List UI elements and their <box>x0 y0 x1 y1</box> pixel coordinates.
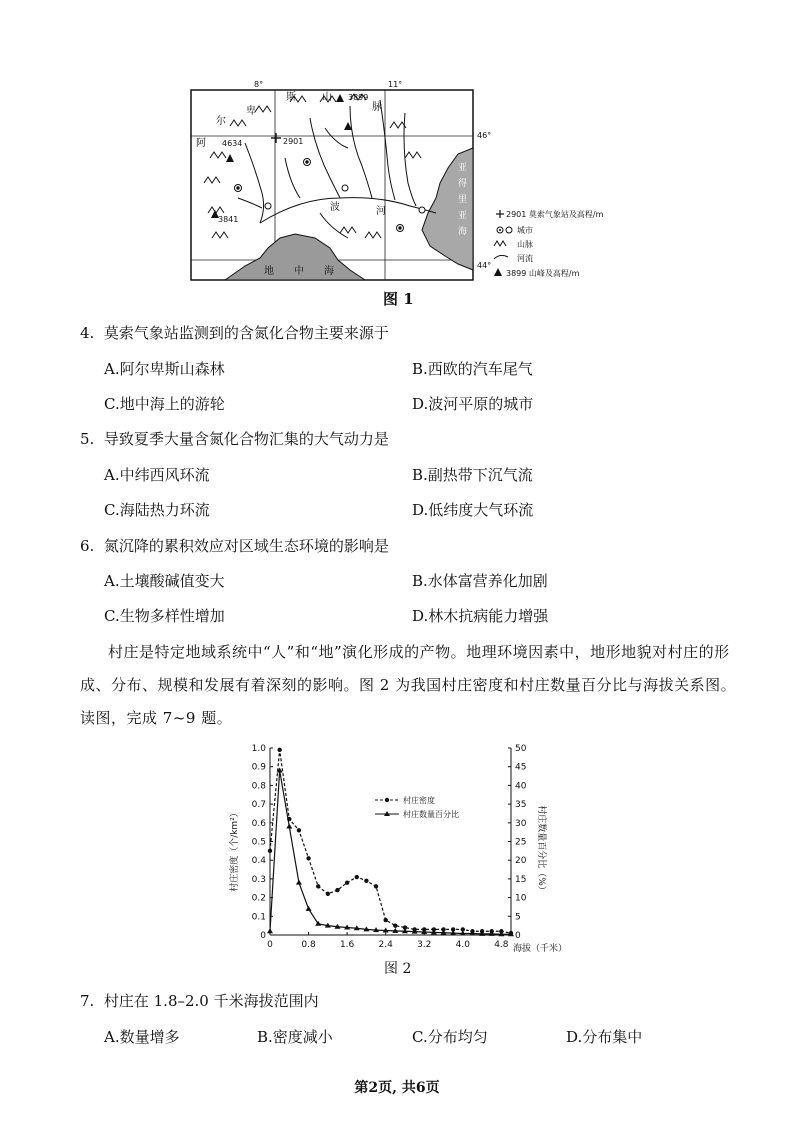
legend-label-river: 河流 <box>517 254 533 263</box>
lat-label-46: 46° <box>477 131 492 140</box>
x-tick-label: 1.6 <box>339 940 355 950</box>
point-density <box>374 884 378 888</box>
x-axis-label: 海拔（千米） <box>513 944 568 954</box>
y-left-tick-label: 0.4 <box>251 856 266 867</box>
adriatic-char-2: 里 <box>458 195 468 205</box>
question-text: 村庄在 1.8–2.0 千米海拔范围内 <box>103 992 319 1010</box>
x-tick-label: 0.8 <box>301 940 316 950</box>
adriatic-char-3: 亚 <box>458 211 468 221</box>
y-right-tick-label: 50 <box>515 744 527 754</box>
point-density <box>383 918 387 922</box>
question-number: 5. <box>80 430 95 448</box>
plain-char-1: 河 <box>376 206 386 217</box>
y-left-tick-label: 0.8 <box>251 781 266 792</box>
point-density <box>306 856 310 860</box>
q5-option-d[interactable]: D.低纬度大气环流 <box>412 501 534 519</box>
figure1-caption: 图 1 <box>383 290 414 308</box>
q4-option-c[interactable]: C.地中海上的游轮 <box>104 395 225 413</box>
question-7-stem <box>80 990 319 1011</box>
figure2-chart <box>225 740 585 958</box>
point-density <box>364 879 368 883</box>
figure2-caption: 图 2 <box>384 961 412 977</box>
series-line-density <box>270 750 511 933</box>
question-number: 4. <box>80 324 95 342</box>
question-text: 氮沉降的累积效应对区域生态环境的影响是 <box>103 537 389 555</box>
q6-option-c[interactable]: C.生物多样性增加 <box>104 607 225 625</box>
point-density <box>297 828 301 832</box>
point-density <box>277 748 281 752</box>
map-legend <box>494 209 604 278</box>
y-right-tick-label: 20 <box>515 856 527 867</box>
question-6-stem <box>80 535 389 556</box>
y-right-tick-label: 45 <box>515 762 527 773</box>
adriatic-char-4: 海 <box>458 227 468 237</box>
adriatic-char-1: 得 <box>458 179 468 189</box>
sea-char-2: 海 <box>324 266 334 277</box>
range-char-1: 尔 <box>216 116 226 127</box>
range-char-5: 脉 <box>372 102 382 113</box>
lat-label-44: 44° <box>477 261 492 270</box>
x-tick-label: 3.2 <box>417 940 432 950</box>
x-tick-label: 0 <box>267 940 273 950</box>
q5-option-c[interactable]: C.海陆热力环流 <box>104 501 210 519</box>
question-text: 莫索气象站监测到的含氮化合物主要来源于 <box>103 324 389 342</box>
y-left-tick-label: 0.2 <box>251 893 266 904</box>
x-tick-label: 2.4 <box>378 940 393 950</box>
y-right-tick-label: 25 <box>515 837 527 848</box>
y-right-tick-label: 0 <box>515 931 521 941</box>
point-density <box>316 884 320 888</box>
q4-option-b[interactable]: B.西欧的汽车尾气 <box>412 360 533 378</box>
question-number: 7. <box>80 992 95 1010</box>
y-left-tick-label: 0 <box>260 931 266 941</box>
adriatic-char-0: 亚 <box>458 163 468 173</box>
q7-option-a[interactable]: A.数量增多 <box>104 1028 180 1046</box>
point-density <box>393 923 397 927</box>
legend-label-percent: 村庄数量百分比 <box>403 810 459 819</box>
y-left-tick-label: 0.6 <box>251 818 266 829</box>
y-left-tick-label: 0.3 <box>251 874 266 885</box>
question-4-stem <box>80 322 389 343</box>
series-line-percent <box>270 770 511 934</box>
peak-3899: 3899 <box>348 93 369 102</box>
q4-option-a[interactable]: A.阿尔卑斯山森林 <box>104 360 225 378</box>
q5-option-a[interactable]: A.中纬西风环流 <box>104 466 210 484</box>
y-right-tick-label: 15 <box>515 874 527 885</box>
legend-label-city: 城市 <box>517 226 533 235</box>
point-percent <box>306 906 312 911</box>
question-number: 6. <box>80 537 95 555</box>
point-percent <box>286 824 292 829</box>
y-right-tick-label: 30 <box>515 818 527 829</box>
plain-char-0: 波 <box>330 202 340 213</box>
legend-label-density: 村庄密度 <box>403 796 435 805</box>
station-2901: 2901 <box>283 137 304 146</box>
q6-option-a[interactable]: A.土壤酸碱值变大 <box>104 572 225 590</box>
peak-4634: 4634 <box>222 139 243 148</box>
legend-marker-density <box>385 798 389 802</box>
q6-option-b[interactable]: B.水体富营养化加剧 <box>412 572 548 590</box>
y-left-tick-label: 1.0 <box>251 744 266 754</box>
y-left-tick-label: 0.5 <box>251 837 266 848</box>
x-tick-label: 4.0 <box>455 940 470 950</box>
y-axis-left-label: 村庄密度（个/km²） <box>230 808 240 892</box>
y-left-tick-label: 0.9 <box>251 762 266 773</box>
point-density <box>335 888 339 892</box>
q7-option-d[interactable]: D.分布集中 <box>566 1028 643 1046</box>
page-footer: 第2页, 共6页 <box>354 1080 440 1096</box>
point-percent <box>267 928 273 933</box>
y-right-tick-label: 40 <box>515 781 527 792</box>
range-char-4: 山 <box>322 92 332 103</box>
point-density <box>268 849 272 853</box>
q6-option-d[interactable]: D.林木抗病能力增强 <box>412 607 549 625</box>
passage-text: 村庄是特定地域系统中“人”和“地”演化形成的产物。地理环境因素中，地形地貌对村庄的形成、分布、规模和发展有着深刻的影响。图 2 为我国村庄密度和村庄数量百分比与海拔关系图。读图，完成 7~9 题。 <box>80 643 737 727</box>
lon-label-8: 8° <box>254 80 264 89</box>
y-left-tick-label: 0.7 <box>251 800 266 811</box>
range-char-2: 卑 <box>246 106 256 117</box>
point-density <box>345 880 349 884</box>
point-percent <box>296 880 302 885</box>
y-right-tick-label: 5 <box>515 912 521 923</box>
lon-label-11: 11° <box>388 80 403 89</box>
range-char-0: 阿 <box>196 138 206 149</box>
legend-label-range: 山脉 <box>517 240 533 249</box>
q7-option-c[interactable]: C.分布均匀 <box>412 1028 488 1046</box>
range-char-3: 斯 <box>286 92 296 103</box>
y-right-tick-label: 35 <box>515 800 527 811</box>
legend-label-station: 2901 莫索气象站及高程/m <box>506 210 604 219</box>
point-density <box>326 892 330 896</box>
point-density <box>355 875 359 879</box>
legend-label-peak: 3899 山峰及高程/m <box>506 269 580 278</box>
y-right-tick-label: 10 <box>515 893 527 904</box>
chart-legend <box>375 795 459 819</box>
question-text: 导致夏季大量含氮化合物汇集的大气动力是 <box>103 430 389 448</box>
q4-option-d[interactable]: D.波河平原的城市 <box>412 395 534 413</box>
sea-char-0: 地 <box>264 266 274 277</box>
q7-option-b[interactable]: B.密度减小 <box>257 1028 333 1046</box>
q5-option-b[interactable]: B.副热带下沉气流 <box>412 466 533 484</box>
y-left-tick-label: 0.1 <box>251 912 266 923</box>
question-5-stem <box>80 428 389 449</box>
y-axis-right-label: 村庄数量百分比（%） <box>536 805 546 895</box>
sea-char-1: 中 <box>294 266 304 277</box>
x-tick-label: 4.8 <box>494 940 509 950</box>
peak-3841: 3841 <box>218 215 239 224</box>
figure1-map <box>190 80 604 286</box>
